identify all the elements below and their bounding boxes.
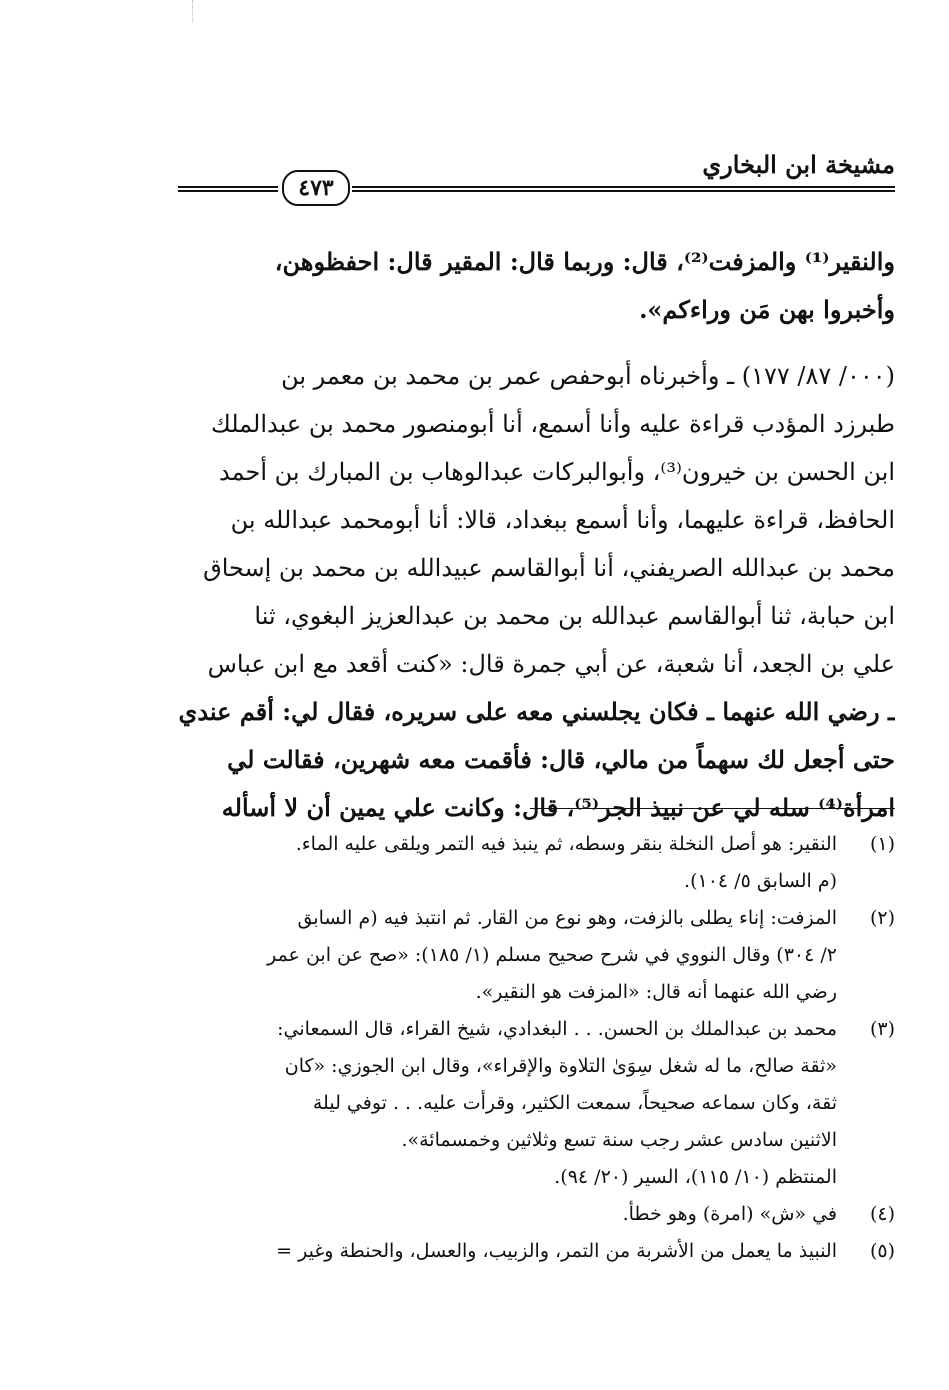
text-line: الحافظ، قراءة عليهما، وأنا أسمع ببغداد، قالا: أنا أبومحمد عبدالله بن <box>230 506 895 534</box>
footnotes <box>160 826 895 1270</box>
footnote-line: «ثقة صالح، ما له شغل سِوَىٰ التلاوة والإقراء»، وقال ابن الجوزي: «كان <box>284 1055 837 1077</box>
footnote-line: في «ش» (امرة) وهو خطأ. <box>622 1203 837 1225</box>
footnote-line: النبيذ ما يعمل من الأشربة من التمر، والزبيب، والعسل، والحنطة وغير = <box>276 1240 837 1262</box>
footnote-line: رضي الله عنهما أنه قال: «المزفت هو النقير». <box>475 981 837 1003</box>
footnote-2 <box>160 900 895 1011</box>
page-header <box>160 150 895 210</box>
top-paragraph <box>160 238 895 334</box>
footnote-line: ٢/ ٣٠٤) وقال النووي في شرح صحيح مسلم (١/ ١٨٥): «صح عن ابن عمر <box>267 944 837 966</box>
footnote-number: (٣) <box>869 1018 895 1040</box>
footnote-number: (٤) <box>869 1203 895 1225</box>
footnote-number: (١) <box>869 833 895 855</box>
footnote-5 <box>160 1233 895 1270</box>
text-line: ابن الحسن بن خيرون⁽³⁾، وأبوالبركات عبدالوهاب بن المبارك بن أحمد <box>219 458 895 486</box>
main-paragraph <box>160 352 895 832</box>
text-line: والنقير⁽¹⁾ والمزفت⁽²⁾، قال: وربما قال: المقير قال: احفظوهن، <box>274 247 895 276</box>
footnote-line: النقير: هو أصل النخلة بنقر وسطه، ثم ينبذ فيه التمر ويلقى عليه الماء. <box>295 833 837 855</box>
text-line: حتى أجعل لك سهماً من مالي، قال: فأقمت معه شهرين، فقالت لي <box>227 745 895 774</box>
scan-edge-mark <box>192 0 194 22</box>
footnote-number: (٢) <box>869 907 895 929</box>
footnote-line: الاثنين سادس عشر رجب سنة تسع وثلاثين وخمسمائة». <box>401 1129 837 1151</box>
page-number: ٤٧٣ <box>282 170 350 206</box>
text-line: محمد بن عبدالله الصريفني، أنا أبوالقاسم عبيدالله بن محمد بن إسحاق <box>203 554 895 582</box>
book-title: مشيخة ابن البخاري <box>702 150 895 179</box>
text-line: علي بن الجعد، أنا شعبة، عن أبي جمرة قال: «كنت أقعد مع ابن عباس <box>207 650 895 678</box>
footnote-4 <box>160 1196 895 1233</box>
header-rule-right <box>352 186 895 192</box>
footnote-separator <box>530 808 895 809</box>
footnote-3 <box>160 1011 895 1196</box>
footnote-line: ثقة، وكان سماعه صحيحاً، سمعت الكثير، وقرأت عليه. . . توفي ليلة <box>312 1092 837 1114</box>
footnote-line: محمد بن عبدالملك بن الحسن. . . البغدادي، شيخ القراء، قال السمعاني: <box>277 1018 837 1040</box>
footnote-number: (٥) <box>869 1240 895 1262</box>
footnote-line: المنتظم (١٠/ ١١٥)، السير (٢٠/ ٩٤). <box>554 1166 837 1188</box>
text-line: ـ رضي الله عنهما ـ فكان يجلسني معه على سريره، فقال لي: أقم عندي <box>178 697 895 726</box>
text-line: وأخبروا بهن مَن وراءكم». <box>639 295 895 324</box>
header-rule-left <box>178 186 278 192</box>
text-line: طبرزد المؤدب قراءة عليه وأنا أسمع، أنا أبومنصور محمد بن عبدالملك <box>211 410 895 438</box>
text-line: ابن حبابة، ثنا أبوالقاسم عبدالله بن محمد بن عبدالعزيز البغوي، ثنا <box>254 602 895 630</box>
footnote-1 <box>160 826 895 900</box>
text-line: امرأة⁽⁴⁾ سله لي عن نبيذ الجر⁽⁵⁾، قال: وكانت علي يمين أن لا أسأله <box>221 793 895 822</box>
text-line: (٠٠٠/ ٨٧/ ١٧٧) ـ وأخبرناه أبوحفص عمر بن محمد بن معمر بن <box>281 362 895 390</box>
footnote-line: (م السابق ٥/ ١٠٤). <box>684 870 837 892</box>
footnote-line: المزفت: إناء يطلى بالزفت، وهو نوع من القار. ثم انتبذ فيه (م السابق <box>297 907 837 929</box>
